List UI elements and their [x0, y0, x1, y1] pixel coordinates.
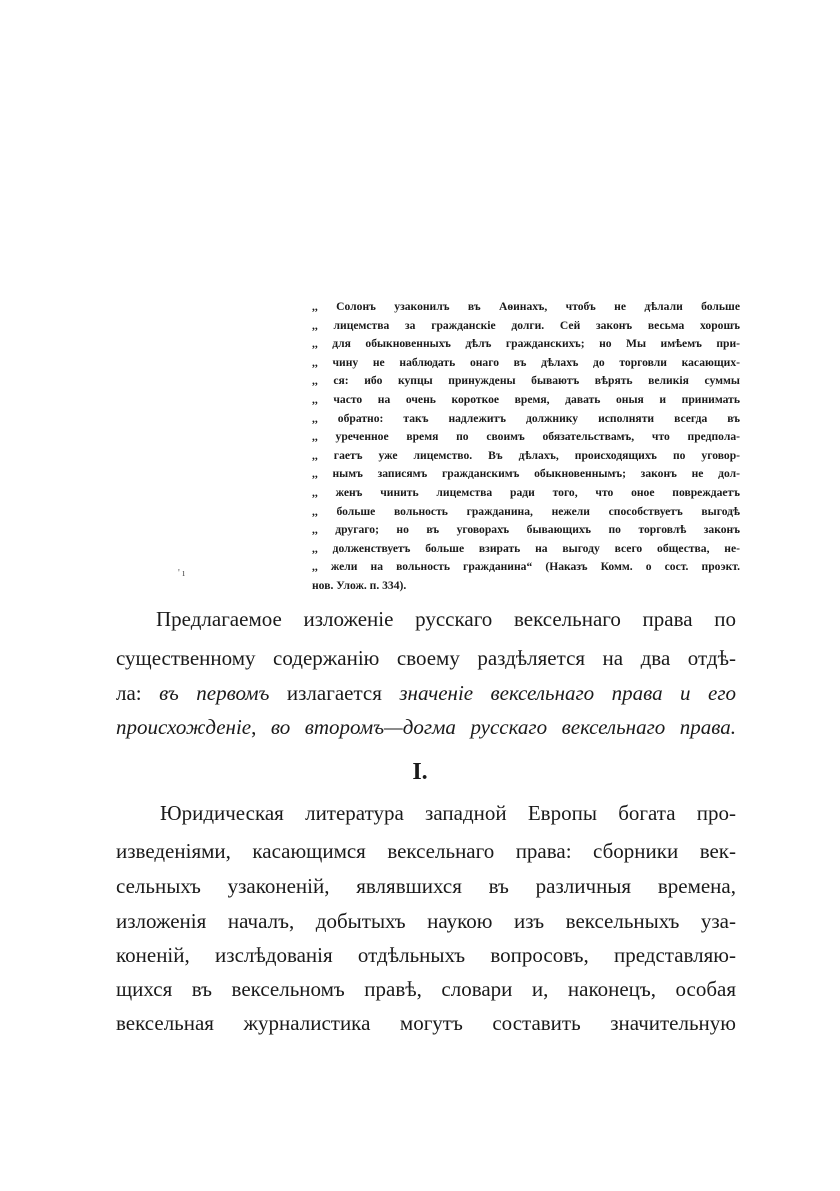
intro-text: ла: [116, 681, 160, 705]
intro-emphasis: происхожденіе [116, 715, 252, 739]
epigraph-line: ,, для обыкновенныхъ дѣлъ гражданскихъ; но Мы имѣемъ при- [312, 337, 740, 351]
body-line: коненій, изслѣдованія отдѣльныхъ вопросовъ, представляю- [116, 943, 736, 967]
body-line: изложенія началъ, добытыхъ наукою изъ вексельныхъ уза- [116, 909, 736, 933]
intro-emphasis: значеніе вексельнаго права и его [399, 681, 737, 705]
intro-line [116, 680, 736, 706]
body-line: вексельная журналистика могутъ составить значительную [116, 1011, 736, 1035]
epigraph-line: ,, долженствуетъ больше взирать на выгоду всего общества, не- [312, 541, 740, 555]
epigraph-line: ,, лицемства за гражданскіе долги. Сей законъ весьма хорошъ [312, 318, 740, 332]
epigraph-quote [312, 298, 740, 596]
epigraph-line: ,, жели на вольность гражданина“ (Наказъ Комм. о сост. проэкт. [312, 560, 740, 574]
epigraph-line: нов. Улож. п. 334). [312, 578, 407, 592]
intro-line [116, 714, 736, 740]
epigraph-line: ,, нымъ записямъ гражданскимъ обыкновеннымъ; законъ не дол- [312, 467, 740, 481]
epigraph-line: ,, часто на очень короткое время, давать оныя и принимать [312, 392, 740, 406]
intro-emphasis: во второмъ—догма русскаго вексельнаго права. [270, 715, 736, 739]
section-number: I. [412, 759, 428, 785]
body-line: щихся въ вексельномъ правѣ, словари и, наконецъ, особая [116, 977, 736, 1001]
epigraph-line: ,, гаетъ уже лицемство. Въ дѣлахъ, происходящихъ по уговор- [312, 448, 740, 462]
intro-text: излагается [269, 681, 400, 705]
intro-text: , [251, 715, 271, 739]
epigraph-line: ,, другаго; но въ уговорахъ бывающихъ по торговлѣ законъ [312, 523, 740, 537]
epigraph-line: ,, чину не наблюдать онаго въ дѣлахъ до торговли касающих- [312, 355, 740, 369]
intro-line: Предлагаемое изложеніе русскаго вексельнаго права по [156, 607, 736, 631]
body-line: Юридическая литература западной Европы богата про- [160, 801, 736, 825]
intro-line: существенному содержанію своему раздѣляется на два отдѣ- [116, 646, 736, 670]
body-line: изведеніями, касающимся вексельнаго права: сборники век- [116, 839, 736, 863]
body-line: сельныхъ узаконеній, являвшихся въ различныя времена, [116, 874, 736, 898]
epigraph-line: ,, ся: ибо купцы принуждены бываютъ вѣрять великія суммы [312, 374, 740, 388]
epigraph-line: ,, больше вольность гражданина, нежели способствуетъ выгодѣ [312, 504, 740, 518]
intro-emphasis: въ первомъ [159, 681, 270, 705]
epigraph-line: ,, обратно: такъ надлежитъ должнику исполняти всегда въ [312, 411, 740, 425]
print-mark: ' ı [178, 568, 186, 579]
epigraph-line: ,, Солонъ узаконилъ въ Аѳинахъ, чтобъ не дѣлали больше [312, 300, 740, 313]
epigraph-line: ,, женъ чинить лицемства ради того, что оное повреждаетъ [312, 485, 740, 499]
epigraph-line: ,, уреченное время по своимъ обязательствамъ, что предпола- [312, 430, 740, 444]
